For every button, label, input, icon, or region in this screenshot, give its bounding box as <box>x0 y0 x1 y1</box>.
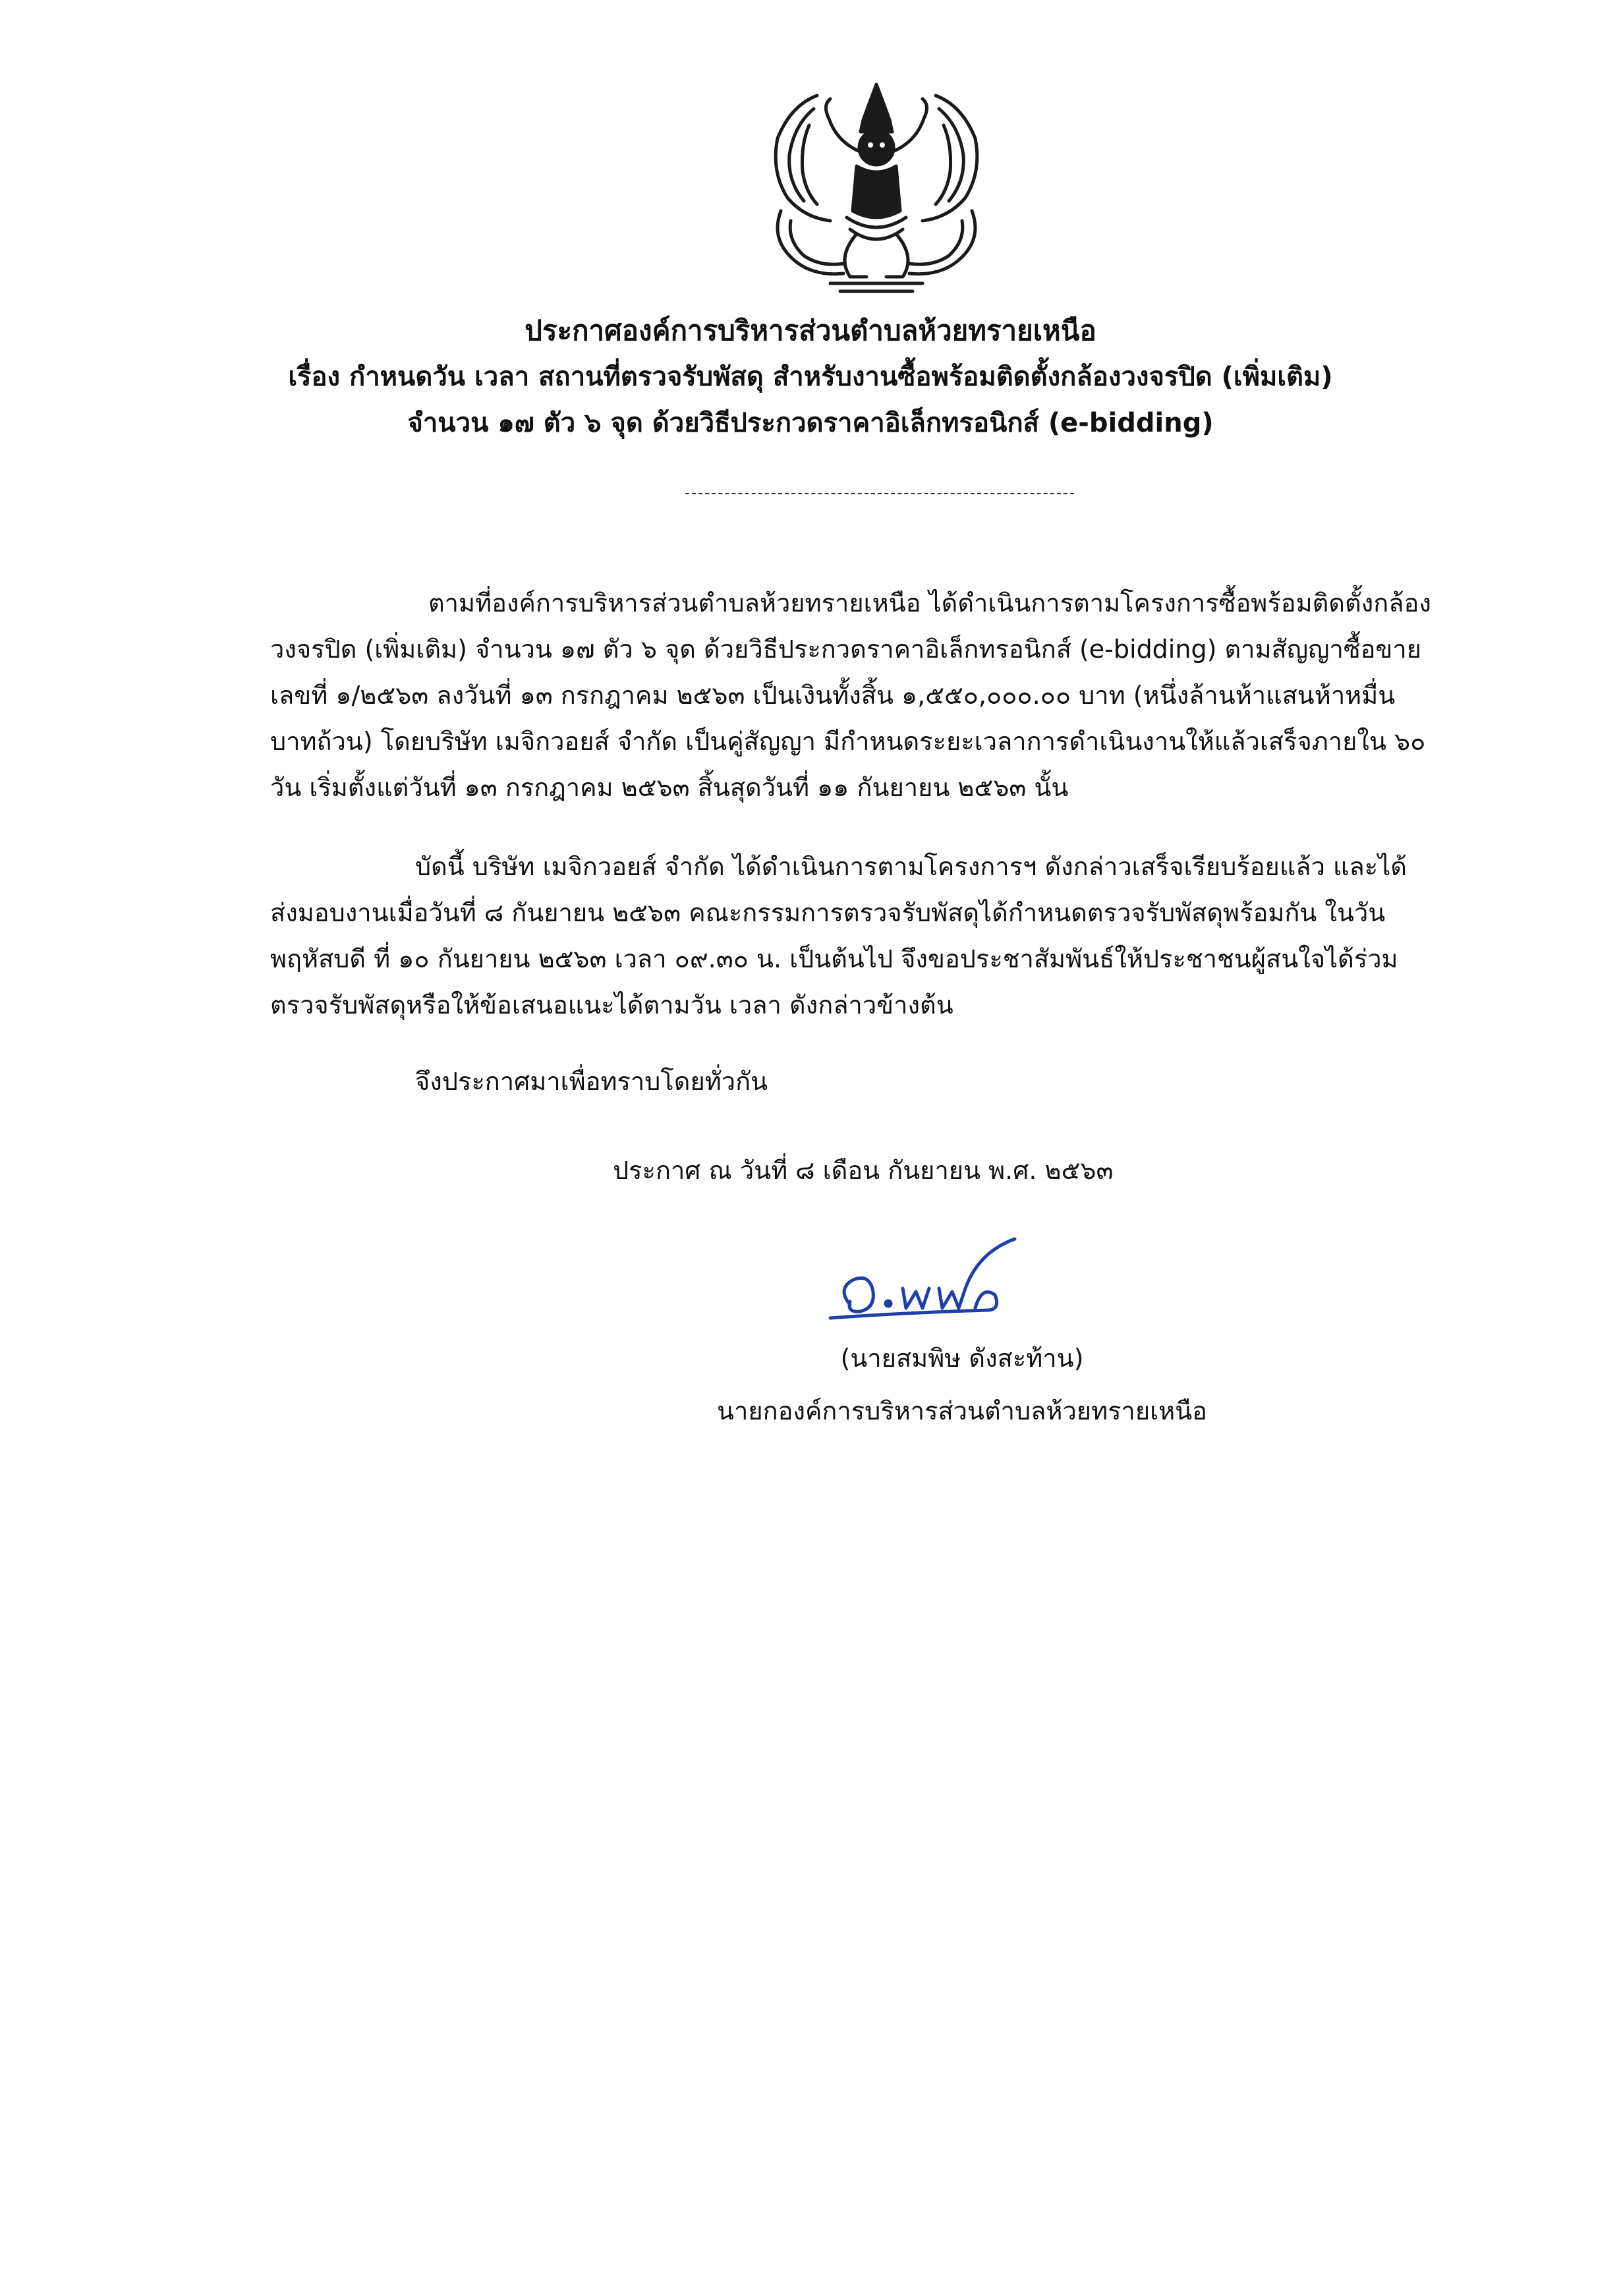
garuda-emblem-icon <box>751 79 1002 300</box>
paragraph-1-line: ตามที่องค์การบริหารส่วนตำบลห้วยทรายเหนือ ได้ดำเนินการตามโครงการซื้อพร้อมติดตั้งกล้อง <box>428 588 1431 617</box>
paragraph-2-line: ส่งมอบงานเมื่อวันที่ ๘ กันยายน ๒๕๖๓ คณะกรรมการตรวจรับพัสดุได้กำหนดตรวจรับพัสดุพร้อมกัน ในวัน <box>270 898 1386 927</box>
paragraph-1-line: วงจรปิด (เพิ่มเติม) จำนวน ๑๗ ตัว ๖ จุด ด้วยวิธีประกวดราคาอิเล็กทรอนิกส์ (e-bidding) ตามสัญญาซื้อขาย <box>270 635 1422 664</box>
paragraph-2-line: บัดนี้ บริษัท เมจิกวอยส์ จำกัด ได้ดำเนินการตามโครงการฯ ดังกล่าวเสร็จเรียบร้อยแล้ว และได้ <box>415 852 1407 881</box>
paragraph-1-line: เลขที่ ๑/๒๕๖๓ ลงวันที่ ๑๓ กรกฎาคม ๒๕๖๓ เป็นเงินทั้งสิ้น ๑,๕๕๐,๐๐๐.๐๐ บาท (หนึ่งล้านห้าแสนห้าหมื่น <box>270 681 1396 710</box>
paragraph-2 <box>270 844 1512 1028</box>
paragraph-1-line: วัน เริ่มตั้งแต่วันที่ ๑๓ กรกฎาคม ๒๕๖๓ สิ้นสุดวันที่ ๑๑ กันยายน ๒๕๖๓ นั้น <box>270 773 1069 802</box>
announcement-header <box>198 310 1423 461</box>
paragraph-2-line: พฤหัสบดี ที่ ๑๐ กันยายน ๒๕๖๓ เวลา ๐๙.๓๐ น. เป็นต้นไป จึงขอประชาสัมพันธ์ให้ประชาชนผู้สนใจได้ร่วม <box>270 944 1398 973</box>
paragraph-1-line: บาทถ้วน) โดยบริษัท เมจิกวอยส์ จำกัด เป็นคู่สัญญา มีกำหนดระยะเวลาการดำเนินงานให้แล้วเสร็จภายใน ๖๐ <box>270 727 1426 756</box>
header-divider <box>685 493 1074 494</box>
signatory-position: นายกองค์การบริหารส่วนตำบลห้วยทรายเหนือ <box>717 1396 1207 1425</box>
announcement-date: ประกาศ ณ วันที่ ๘ เดือน กันยายน พ.ศ. ๒๕๖๓ <box>613 1156 1114 1185</box>
announcement-subject-line-2: จำนวน ๑๗ ตัว ๖ จุด ด้วยวิธีประกวดราคาอิเล็กทรอนิกส์ (e-bidding) <box>407 408 1214 438</box>
paragraph-2-line: ตรวจรับพัสดุหรือให้ข้อเสนอแนะได้ตามวัน เวลา ดังกล่าวข้างต้น <box>270 990 953 1019</box>
handwritten-signature <box>824 1226 1074 1338</box>
announcement-title: ประกาศองค์การบริหารส่วนตำบลห้วยทรายเหนือ <box>525 314 1096 347</box>
signatory-name: (นายสมพิษ ดังสะท้าน) <box>840 1344 1084 1373</box>
paragraph-1 <box>270 580 1512 811</box>
announcement-subject-line-1: เรื่อง กำหนดวัน เวลา สถานที่ตรวจรับพัสดุ สำหรับงานซื้อพร้อมติดตั้งกล้องวงจรปิด (เพิ่มเติม) <box>288 362 1333 392</box>
closing-statement: จึงประกาศมาเพื่อทราบโดยทั่วกัน <box>415 1067 768 1096</box>
